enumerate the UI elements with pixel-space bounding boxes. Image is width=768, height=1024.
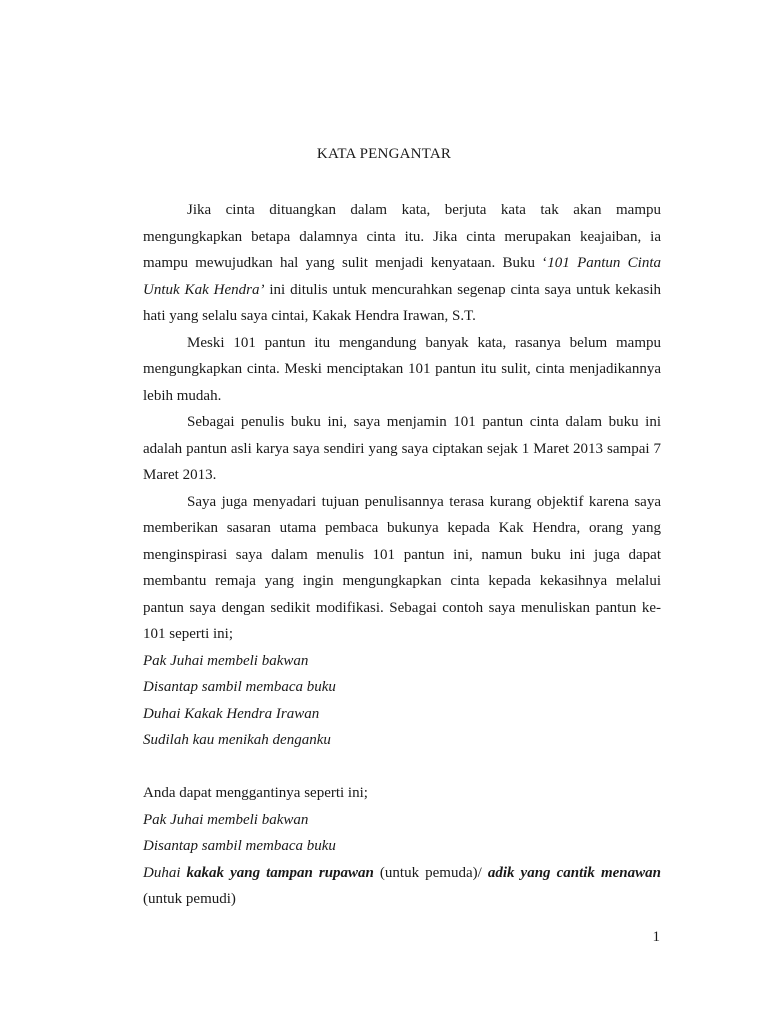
book-title-italic: 101 Pantun Cinta Untuk Kak Hendra’ bbox=[143, 255, 661, 298]
page-title: KATA PENGANTAR bbox=[316, 146, 452, 162]
option-pemudi: adik yang cantik menawan bbox=[487, 864, 661, 881]
poem-example-2 bbox=[143, 807, 661, 860]
poem-1-line-2: Disantap sambil membaca buku bbox=[143, 679, 336, 695]
poem-2-line-3 bbox=[143, 860, 661, 887]
paragraph-3: Sebagai penulis buku ini, saya menjamin 101 pantun cinta dalam buku ini adalah pantun asli karya saya sendiri yang saya ciptakan sejak 1 Maret 2013 sampai 7 Maret 2013. bbox=[143, 414, 661, 483]
note-pemudi: (untuk pemudi) bbox=[143, 891, 236, 907]
poem-1-line-1: Pak Juhai membeli bakwan bbox=[143, 652, 309, 669]
poem-1-line-3: Duhai Kakak Hendra Irawan bbox=[143, 705, 320, 722]
paragraph-1-text-b: ini ditulis untuk mencurahkan segenap cinta saya untuk kekasih hati yang selalu saya cintai, Kakak Hendra Irawan, S.T. bbox=[143, 281, 661, 324]
poem-2-line-1: Pak Juhai membeli bakwan bbox=[143, 811, 309, 828]
option-pemuda: kakak yang tampan rupawan bbox=[186, 864, 374, 881]
replace-intro: Anda dapat menggantinya seperti ini; bbox=[143, 785, 368, 801]
poem-2-line-3-lead: Duhai bbox=[143, 864, 187, 881]
document-body bbox=[143, 197, 661, 913]
paragraph-1-text-a: Jika cinta dituangkan dalam kata, berjuta kata tak akan mampu mengungkapkan betapa dalamnya cinta itu. Jika cinta merupakan keajaiban, ia mampu mewujudkan hal yang sulit menjadi kenyataan. Buku ‘ bbox=[143, 202, 661, 271]
poem-1-line-4: Sudilah kau menikah denganku bbox=[143, 732, 331, 748]
page-number: 1 bbox=[652, 929, 660, 945]
note-pemuda: (untuk pemuda)/ bbox=[373, 864, 488, 881]
paragraph-1 bbox=[143, 197, 661, 330]
paragraph-2: Meski 101 pantun itu mengandung banyak kata, rasanya belum mampu mengungkapkan cinta. Meski menciptakan 101 pantun itu sulit, cinta menjadikannya lebih mudah. bbox=[143, 334, 661, 404]
spacer bbox=[143, 754, 661, 781]
poem-2-line-2: Disantap sambil membaca buku bbox=[143, 838, 336, 854]
poem-example-1 bbox=[143, 648, 661, 754]
paragraph-4: Saya juga menyadari tujuan penulisannya terasa kurang objektif karena saya memberikan sasaran utama pembaca bukunya kepada Kak Hendra, orang yang menginspirasi saya dalam menulis 101 pantun ini, namun buku ini juga dapat membantu remaja yang ingin mengungkapkan cinta kepada kekasihnya melalui pantun saya dengan sedikit modifikasi. Sebagai contoh saya menuliskan pantun ke-101 seperti ini; bbox=[143, 493, 661, 642]
